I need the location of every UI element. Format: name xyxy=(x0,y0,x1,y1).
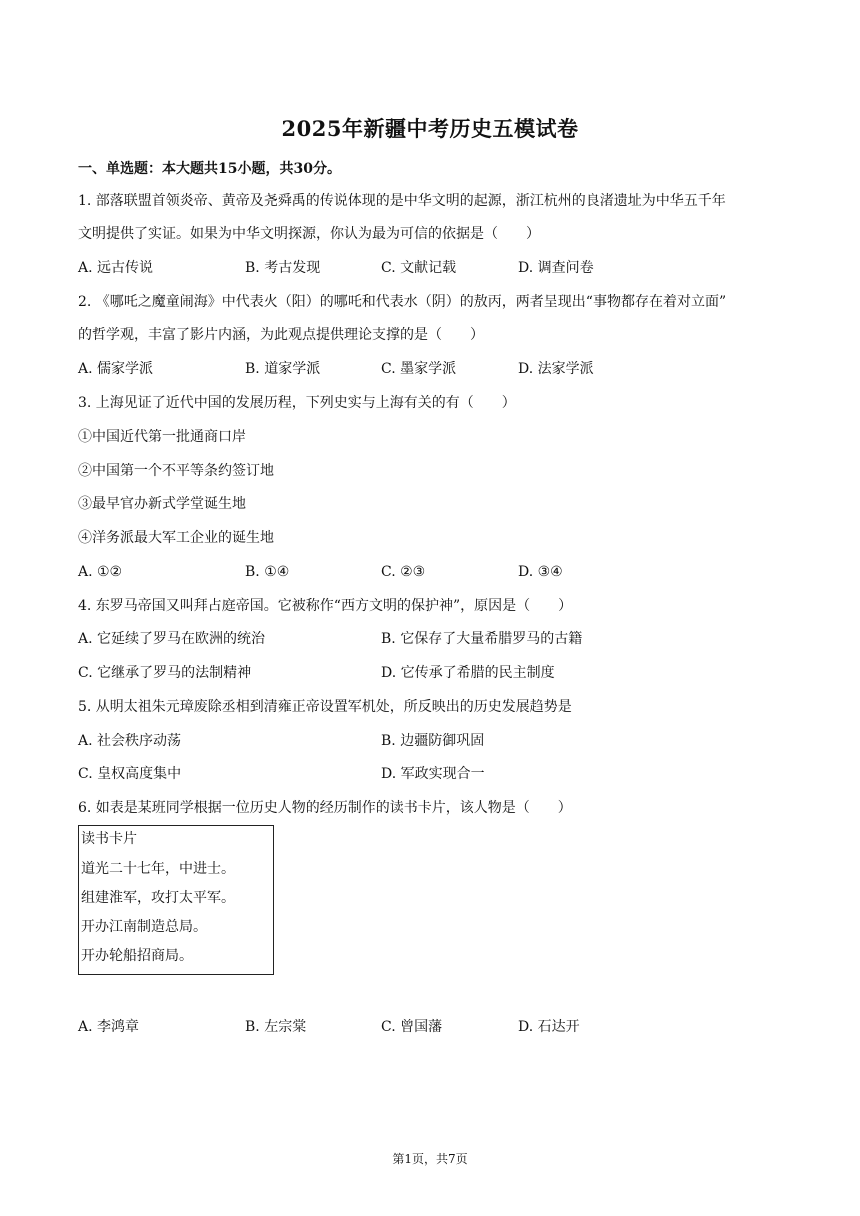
q3-statement-1: ①中国近代第一批通商口岸 xyxy=(78,429,246,445)
q1-line-2: 文明提供了实证。如果为中华文明探源，你认为最为可信的依据是（ ） xyxy=(78,226,540,242)
q2-option-c[interactable]: C. 墨家学派 xyxy=(381,361,457,377)
q1-option-d[interactable]: D. 调查问卷 xyxy=(518,260,594,276)
q4-options-row-2 xyxy=(78,663,778,683)
q5-option-c[interactable]: C. 皇权高度集中 xyxy=(78,766,182,782)
section-heading: 一、单选题：本大题共15小题，共30分。 xyxy=(78,161,341,177)
q5-option-a[interactable]: A. 社会秩序动荡 xyxy=(78,733,182,749)
q4-options-row-1 xyxy=(78,629,778,649)
q2-options xyxy=(78,359,778,379)
q3-statement-2: ②中国第一个不平等条约签订地 xyxy=(78,463,274,479)
q3-option-a[interactable]: A. ①② xyxy=(78,564,123,580)
q4-line-1: 4. 东罗马帝国又叫拜占庭帝国。它被称作“西方文明的保护神”，原因是（ ） xyxy=(78,598,573,614)
q3-option-d[interactable]: D. ③④ xyxy=(518,564,563,580)
q1-option-b[interactable]: B. 考古发现 xyxy=(245,260,321,276)
q4-option-a[interactable]: A. 它延续了罗马在欧洲的统治 xyxy=(78,631,266,647)
q5-line-1: 5. 从明太祖朱元璋废除丞相到清雍正帝设置军机处，所反映出的历史发展趋势是 xyxy=(78,699,572,715)
q6-option-d[interactable]: D. 石达开 xyxy=(518,1019,580,1035)
q6-line-1: 6. 如表是某班同学根据一位历史人物的经历制作的读书卡片，该人物是（ ） xyxy=(78,800,572,816)
q5-option-b[interactable]: B. 边疆防御巩固 xyxy=(381,733,485,749)
card-title: 读书卡片 xyxy=(81,831,137,847)
card-line-4: 开办轮船招商局。 xyxy=(81,948,193,964)
card-line-3: 开办江南制造总局。 xyxy=(81,919,207,935)
q2-option-d[interactable]: D. 法家学派 xyxy=(518,361,594,377)
q1-option-c[interactable]: C. 文献记载 xyxy=(381,260,457,276)
q5-option-d[interactable]: D. 军政实现合一 xyxy=(381,766,485,782)
exam-title: 2025年新疆中考历史五模试卷 xyxy=(281,116,579,141)
q6-option-c[interactable]: C. 曾国藩 xyxy=(381,1019,443,1035)
q3-statement-4: ④洋务派最大军工企业的诞生地 xyxy=(78,530,274,546)
q3-options xyxy=(78,562,778,582)
q2-line-2: 的哲学观，丰富了影片内涵，为此观点提供理论支撑的是（ ） xyxy=(78,327,484,343)
q4-option-d[interactable]: D. 它传承了希腊的民主制度 xyxy=(381,665,555,681)
q2-option-a[interactable]: A. 儒家学派 xyxy=(78,361,154,377)
q2-option-b[interactable]: B. 道家学派 xyxy=(245,361,321,377)
q3-option-c[interactable]: C. ②③ xyxy=(381,564,426,580)
q2-line-1: 2. 《哪吒之魔童闹海》中代表火（阳）的哪吒和代表水（阴）的敖丙，两者呈现出“事物都存在着对立面” xyxy=(78,294,727,310)
q1-line-1: 1. 部落联盟首领炎帝、黄帝及尧舜禹的传说体现的是中华文明的起源，浙江杭州的良渚遗址为中华五千年 xyxy=(78,193,726,209)
card-line-1: 道光二十七年，中进士。 xyxy=(81,861,235,877)
q6-option-b[interactable]: B. 左宗棠 xyxy=(245,1019,307,1035)
q6-option-a[interactable]: A. 李鸿章 xyxy=(78,1019,140,1035)
q4-option-b[interactable]: B. 它保存了大量希腊罗马的古籍 xyxy=(381,631,583,647)
q4-option-c[interactable]: C. 它继承了罗马的法制精神 xyxy=(78,665,252,681)
q3-option-b[interactable]: B. ①④ xyxy=(245,564,290,580)
page-footer: 第1页，共7页 xyxy=(392,1152,468,1166)
q1-option-a[interactable]: A. 远古传说 xyxy=(78,260,154,276)
q1-options xyxy=(78,258,778,278)
card-line-2: 组建淮军，攻打太平军。 xyxy=(81,890,235,906)
q6-options xyxy=(78,1017,778,1037)
q5-options-row-2 xyxy=(78,764,778,784)
reading-card xyxy=(78,825,274,975)
q3-statement-3: ③最早官办新式学堂诞生地 xyxy=(78,496,246,512)
q3-line-1: 3. 上海见证了近代中国的发展历程，下列史实与上海有关的有（ ） xyxy=(78,395,516,411)
q5-options-row-1 xyxy=(78,731,778,751)
